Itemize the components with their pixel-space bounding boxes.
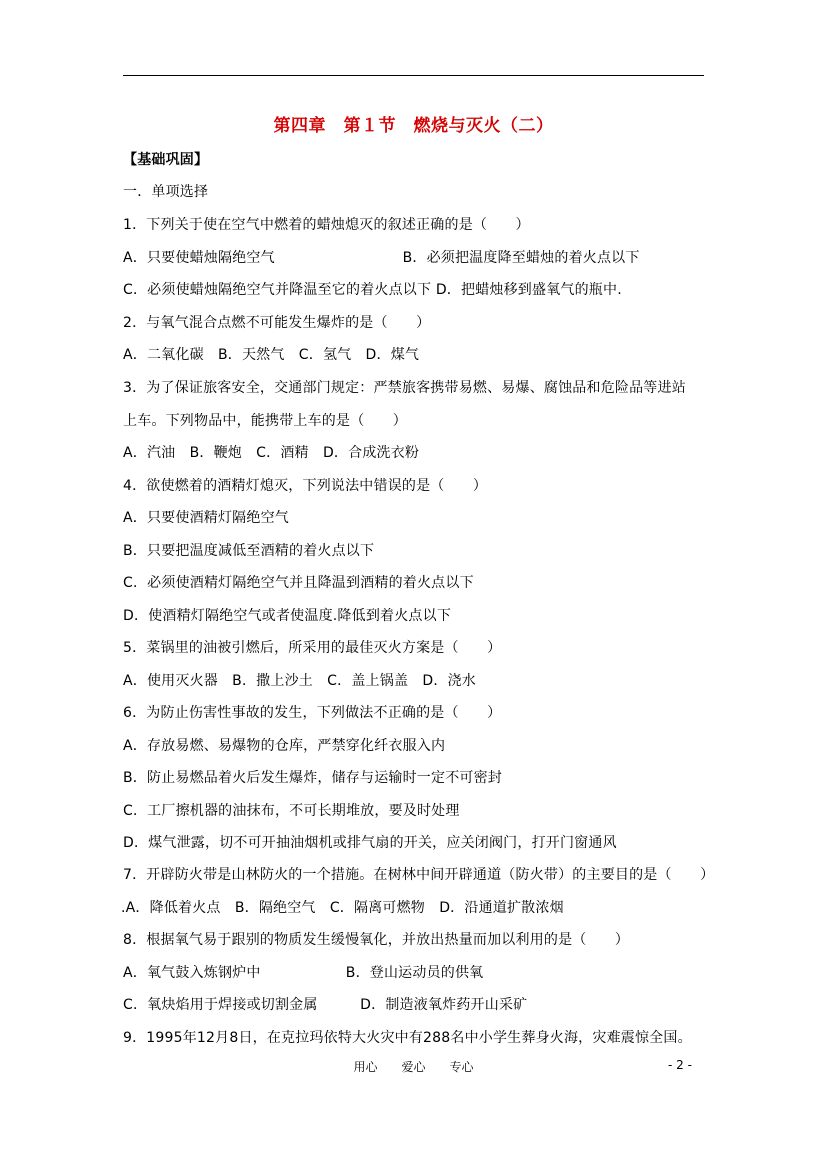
subsection-heading: 一．单项选择 — [123, 184, 209, 200]
q8-options-ab: A．氧气鼓入炼钢炉中 B．登山运动员的供氧 — [123, 965, 484, 981]
question-7: 7．开辟防火带是山林防火的一个措施。在树林中间开辟通道（防火带）的主要目的是（ ） — [123, 867, 715, 883]
question-2: 2．与氧气混合点燃不可能发生爆炸的是（ ） — [123, 315, 431, 331]
question-6: 6．为防止伤害性事故的发生，下列做法不正确的是（ ） — [123, 705, 502, 721]
footer-motto: 用心 爱心 专心 — [353, 1060, 474, 1074]
question-5: 5．菜锅里的油被引燃后，所采用的最佳灭火方案是（ ） — [123, 640, 502, 656]
chapter-title: 第四章 第１节 燃烧与灭火（二） — [273, 116, 554, 136]
page-number: - 2 - — [668, 1058, 692, 1072]
question-8: 8．根据氧气易于跟别的物质发生缓慢氧化，并放出热量而加以利用的是（ ） — [123, 932, 630, 948]
q4-option-b: B．只要把温度减低至酒精的着火点以下 — [123, 543, 375, 559]
q2-options: A．二氧化碳 B．天然气 C．氢气 D．煤气 — [123, 347, 420, 363]
q4-option-d: D．使酒精灯隔绝空气或者使温度.降低到着火点以下 — [123, 608, 452, 624]
header-rule — [123, 75, 704, 76]
q1-options-cd: C．必须使蜡烛隔绝空气并降温至它的着火点以下 D．把蜡烛移到盛氧气的瓶中. — [123, 282, 622, 298]
q6-option-b: B．防止易燃品着火后发生爆炸，储存与运输时一定不可密封 — [123, 770, 503, 786]
q6-option-a: A．存放易燃、易爆物的仓库，严禁穿化纤衣服入内 — [123, 738, 446, 754]
q7-options: .A．降低着火点 B．隔绝空气 C．隔离可燃物 D．沿通道扩散浓烟 — [121, 900, 564, 916]
section-heading: 【基础巩固】 — [123, 152, 209, 168]
question-4: 4．欲使燃着的酒精灯熄灭，下列说法中错误的是（ ） — [123, 478, 488, 494]
q5-options: A．使用灭火器 B．撒上沙土 C．盖上锅盖 D．浇水 — [123, 673, 476, 689]
question-3-cont: 上车。下列物品中，能携带上车的是（ ） — [123, 413, 407, 429]
question-9: 9．1995年12月8日，在克拉玛依特大火灾中有288名中小学生葬身火海，灾难震惊全国。 — [123, 1030, 692, 1046]
q3-options: A．汽油 B．鞭炮 C．酒精 D．合成洗衣粉 — [123, 445, 420, 461]
q8-options-cd: C．氧炔焰用于焊接或切割金属 D．制造液氧炸药开山采矿 — [123, 997, 528, 1013]
question-3: 3．为了保证旅客安全，交通部门规定：严禁旅客携带易燃、易爆、腐蚀品和危险品等进站 — [123, 380, 686, 396]
question-1: 1．下列关于使在空气中燃着的蜡烛熄灭的叙述正确的是（ ） — [123, 217, 530, 233]
q4-option-a: A．只要使酒精灯隔绝空气 — [123, 510, 289, 526]
q6-option-c: C．工厂擦机器的油抹布，不可长期堆放，要及时处理 — [123, 803, 460, 819]
q1-options-ab: A．只要使蜡烛隔绝空气 B．必须把温度降至蜡烛的着火点以下 — [123, 250, 640, 266]
q4-option-c: C．必须使酒精灯隔绝空气并且降温到酒精的着火点以下 — [123, 575, 474, 591]
q6-option-d: D．煤气泄露，切不可开抽油烟机或排气扇的开关，应关闭阀门，打开门窗通风 — [123, 835, 617, 851]
